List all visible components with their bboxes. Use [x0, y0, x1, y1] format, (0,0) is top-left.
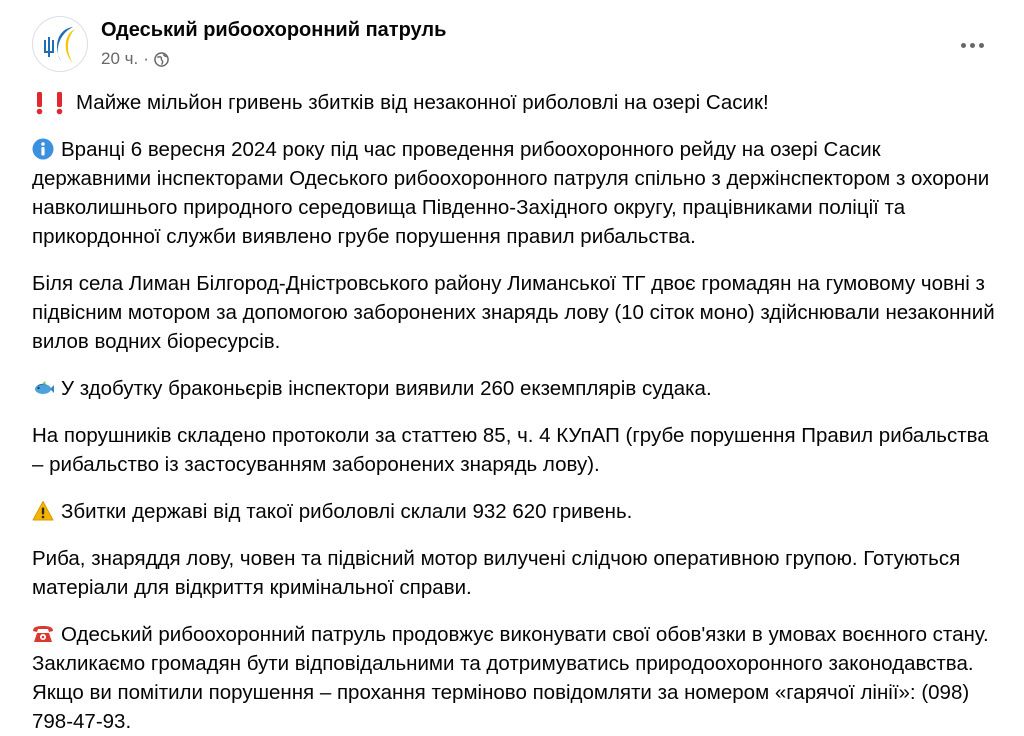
paragraph-text: Одеський рибоохоронний патруль продовжує виконувати свої обов'язки в умовах воєнного стану. Закликаємо громадян бути відповідальними та дотримуватись природоохоронного законодавства. Якщо ви помітили порушення – прохання терміново повідомляти за номером «гарячої лінії»: (098) 798-47-93. — [32, 623, 989, 733]
post-paragraph — [32, 88, 998, 117]
warning-icon — [32, 500, 54, 522]
post-paragraph — [32, 269, 998, 356]
paragraph-text: Майже мільйон гривень збитків від незаконної риболовлі на озері Сасик! — [76, 91, 769, 114]
double-exclamation-icon — [32, 91, 70, 113]
more-dots-icon — [961, 43, 966, 48]
paragraph-text: Вранці 6 вересня 2024 року під час проведення рибоохоронного рейду на озері Сасик державними інспекторами Одеського рибоохоронного патруля спільно з держінспектором з охорони навколишнього природного середовища Південно-Західного округу, працівниками поліції та прикордонної служби виявлено грубе порушення правил рибальства. — [32, 138, 990, 248]
more-dots-icon-dot — [970, 43, 975, 48]
more-dots-icon-dot — [979, 43, 984, 48]
trident-emblem-icon — [33, 17, 87, 71]
info-icon — [32, 138, 54, 160]
post-header — [32, 0, 998, 88]
paragraph-text: На порушників складено протоколи за статтею 85, ч. 4 КУпАП (грубе порушення Правил рибальства – рибальство із застосуванням заборонених знарядь лову). — [32, 424, 989, 476]
post-timestamp[interactable]: 20 ч. — [101, 49, 139, 68]
fish-icon — [32, 377, 54, 399]
paragraph-text: Збитки державі від такої риболовлі склали 932 620 гривень. — [61, 500, 633, 523]
post-meta — [101, 49, 169, 69]
globe-icon[interactable] — [154, 52, 169, 67]
post-paragraph — [32, 497, 998, 526]
post-paragraph — [32, 421, 998, 479]
post-body — [32, 88, 998, 736]
telephone-icon — [32, 623, 54, 645]
post-paragraph — [32, 544, 998, 602]
meta-separator: · — [143, 49, 149, 68]
page-name[interactable]: Одеський рибоохоронний патруль — [101, 19, 447, 41]
paragraph-text: Риба, знаряддя лову, човен та підвісний мотор вилучені слідчою оперативною групою. Готуються матеріали для відкриття кримінальної справи. — [32, 547, 961, 599]
post-paragraph — [32, 374, 998, 403]
more-options-button[interactable] — [954, 27, 990, 63]
paragraph-text: Біля села Лиман Білгород-Дністровського району Лиманської ТГ двоє громадян на гумовому човні з підвісним мотором за допомогою заборонених знарядь лову (10 сіток моно) здійснювали незаконний вилов водних біоресурсів. — [32, 272, 995, 353]
post-paragraph — [32, 620, 998, 736]
page-avatar[interactable] — [32, 16, 88, 72]
paragraph-text: У здобутку браконьєрів інспектори виявили 260 екземплярів судака. — [61, 377, 712, 400]
post-paragraph — [32, 135, 998, 251]
